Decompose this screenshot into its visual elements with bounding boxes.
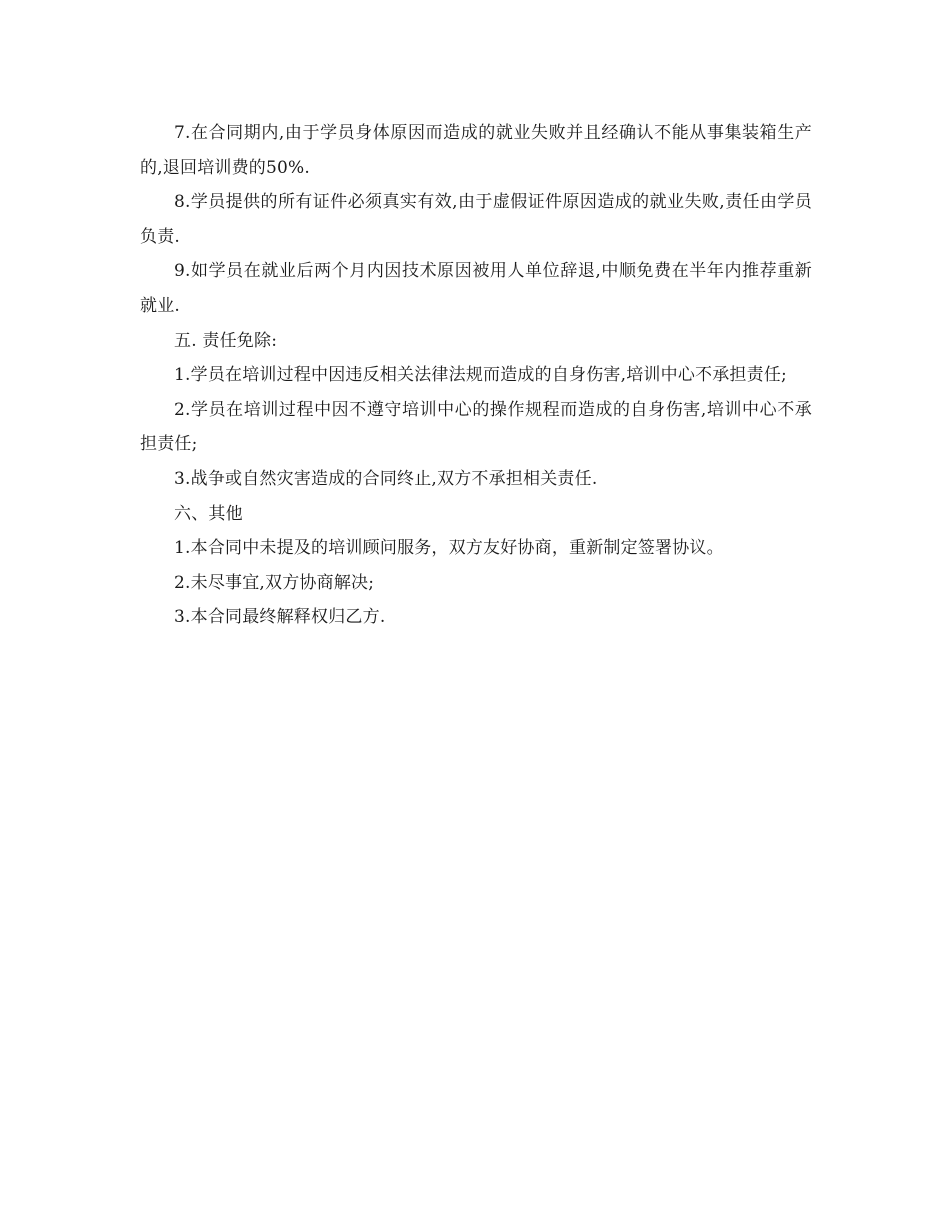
clause-8-paragraph: 8.学员提供的所有证件必须真实有效,由于虚假证件原因造成的就业失败,责任由学员负责. [140, 192, 812, 247]
document-body [140, 116, 812, 635]
other-2-paragraph: 2.未尽事宜,双方协商解决; [174, 572, 375, 593]
exemption-3-paragraph: 3.战争或自然灾害造成的合同终止,双方不承担相关责任. [174, 468, 598, 489]
clause-7-paragraph: 7.在合同期内,由于学员身体原因而造成的就业失败并且经确认不能从事集装箱生产的,退回培训费的50%. [140, 123, 812, 178]
exemption-1-paragraph: 1.学员在培训过程中因违反相关法律法规而造成的自身伤害,培训中心不承担责任; [174, 365, 787, 386]
section-5-heading: 五. 责任免除: [174, 330, 278, 351]
section-6-heading: 六、其他 [174, 503, 243, 524]
clause-9-paragraph: 9.如学员在就业后两个月内因技术原因被用人单位辞退,中顺免费在半年内推荐重新就业. [140, 261, 812, 316]
other-3-paragraph: 3.本合同最终解释权归乙方. [174, 607, 386, 628]
exemption-2-paragraph: 2.学员在培训过程中因不遵守培训中心的操作规程而造成的自身伤害,培训中心不承担责任; [140, 399, 812, 455]
other-1-paragraph: 1.本合同中未提及的培训顾问服务，双方友好协商，重新制定签署协议。 [174, 538, 724, 559]
